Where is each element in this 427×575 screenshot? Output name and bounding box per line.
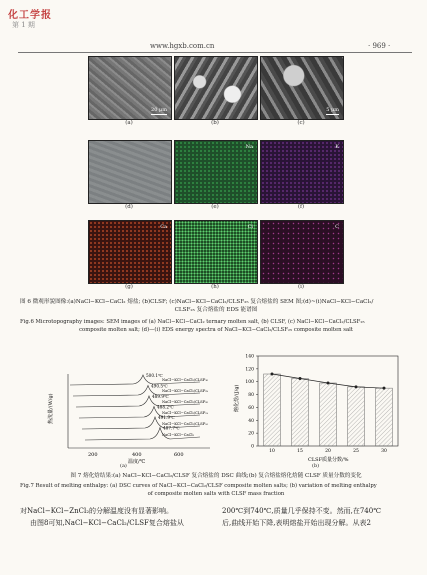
dsc-chart bbox=[40, 344, 215, 466]
header-rule bbox=[18, 52, 412, 53]
series-label: NaCl−KCl−CaCl₂ bbox=[162, 433, 194, 437]
chart-a-label: (a) bbox=[120, 463, 127, 469]
peak-temp-label: 487.7℃ bbox=[163, 425, 180, 431]
fig6-caption-en-1: Fig.6 Microtopography images: SEM images of (a) NaCl−KCl−CaCl₂ ternary molten salt, (b) CLSF, (c) NaCl−KCl−CaCl₂/CLSF₂₅ bbox=[20, 319, 365, 325]
enthalpy-bar bbox=[264, 374, 281, 446]
y-tick-label: 100 bbox=[245, 380, 254, 386]
x-tick-label: 15 bbox=[297, 449, 303, 454]
panel-label-i: (i) bbox=[297, 284, 305, 290]
enthalpy-point bbox=[299, 377, 302, 380]
panel-label-b: (b) bbox=[211, 120, 219, 126]
fig7-caption-en-2: of composite molten salts with CLSF mass fraction bbox=[147, 491, 285, 497]
x-tick-label: 25 bbox=[353, 449, 359, 454]
journal-logo: 化工学报 bbox=[8, 10, 52, 21]
eds-panel-f bbox=[260, 140, 344, 204]
peak-temp-label: 490.5℃ bbox=[151, 383, 168, 389]
body-left-1: 对NaCl−KCl−ZnCl₂的分解温度没有显著影响。 bbox=[20, 507, 174, 515]
peak-temp-label: 489.9℃ bbox=[152, 394, 169, 399]
panel-label-g: (g) bbox=[125, 284, 133, 290]
series-label: NaCl−KCl−CaCl₂/CLSF₃₀ bbox=[162, 378, 209, 382]
fig6-caption-cn-2: CLSF₂₅ 复合熔盐的 EDS 能谱图 bbox=[174, 307, 258, 313]
body-right-1: 200℃到740℃,质量几乎保持不变。然而,在740℃ bbox=[222, 507, 382, 515]
body-left-2: 由图8可知,NaCl−KCl−CaCl₂/CLSF复合熔盐从 bbox=[30, 519, 184, 527]
enthalpy-bar bbox=[292, 379, 309, 447]
x-tick-label: 30 bbox=[381, 449, 387, 454]
peak-temp-label: 491.9℃ bbox=[158, 415, 175, 420]
series-label: NaCl−KCl−CaCl₂/CLSF₁₅ bbox=[162, 411, 209, 415]
y-tick-label: 60 bbox=[248, 405, 254, 411]
scale-bar: 20 μm bbox=[151, 107, 167, 113]
fig7-caption-en-1: Fig.7 Result of melting enthalpy: (a) DSC curves of NaCl−KCl−CaCl₂/CLSF composite molten salts; (b) variation of melting enthalpy bbox=[20, 483, 377, 489]
x-tick-label: 600 bbox=[174, 452, 184, 458]
element-tag: C bbox=[335, 224, 339, 230]
x-axis-label: 温度/℃ bbox=[128, 459, 146, 465]
element-tag: Ca bbox=[160, 224, 167, 230]
chart-b-label: (b) bbox=[312, 463, 320, 469]
element-tag: Cl bbox=[247, 224, 253, 230]
peak-temp-label: 500.1℃ bbox=[146, 373, 163, 378]
x-tick-label: 10 bbox=[269, 449, 275, 454]
x-axis-label: CLSF质量分数/% bbox=[308, 457, 349, 463]
sem-panel-a bbox=[88, 56, 172, 120]
panel-label-h: (h) bbox=[211, 284, 219, 290]
y-tick-label: 120 bbox=[245, 367, 254, 373]
sem-panel-c bbox=[260, 56, 344, 120]
element-tag: K bbox=[335, 144, 339, 150]
x-tick-label: 400 bbox=[132, 452, 142, 458]
fig7-caption-cn: 图 7 熔化焓结果:(a) NaCl−KCl−CaCl₂/CLSF 复合熔盐的 DSC 曲线;(b) 复合熔盐熔化焓随 CLSF 质量分数的变化 bbox=[70, 473, 362, 479]
scale-bar: 5 μm bbox=[326, 107, 339, 113]
enthalpy-chart bbox=[228, 350, 408, 464]
eds-panel-g bbox=[88, 220, 172, 284]
eds-panel-e bbox=[174, 140, 258, 204]
panel-label-c: (c) bbox=[297, 120, 305, 126]
eds-panel-d bbox=[88, 140, 172, 204]
panel-label-e: (e) bbox=[211, 204, 219, 210]
issue-label: 第 1 期 bbox=[12, 21, 35, 29]
peak-temp-label: 488.2℃ bbox=[157, 404, 174, 410]
enthalpy-point bbox=[383, 387, 386, 390]
sem-panel-b bbox=[174, 56, 258, 120]
journal-url[interactable]: www.hgxb.com.cn bbox=[150, 42, 215, 50]
x-tick-label: 200 bbox=[88, 452, 98, 458]
enthalpy-bar bbox=[320, 383, 337, 446]
enthalpy-point bbox=[327, 382, 330, 385]
series-label: NaCl−KCl−CaCl₂/CLSF₂₀ bbox=[162, 400, 209, 404]
y-tick-label: 20 bbox=[248, 431, 254, 437]
series-label: NaCl−KCl−CaCl₂/CLSF₁₀ bbox=[162, 422, 209, 426]
enthalpy-bar bbox=[348, 387, 365, 446]
page-number: · 969 · bbox=[368, 42, 391, 50]
enthalpy-point bbox=[271, 373, 274, 376]
element-tag: Na bbox=[245, 144, 253, 150]
panel-label-a: (a) bbox=[125, 120, 133, 126]
y-axis-label: 热流量/(W/g) bbox=[48, 393, 54, 424]
eds-panel-h bbox=[174, 220, 258, 284]
enthalpy-bar bbox=[376, 388, 393, 446]
fig6-caption-en-2: composite molten salt; (d)—(i) EDS energy spectra of NaCl−KCl−CaCl₂/CLSF₂₅ composite molten salt bbox=[79, 327, 353, 333]
panel-label-f: (f) bbox=[297, 204, 305, 210]
panel-label-d: (d) bbox=[125, 204, 133, 210]
body-right-2: 后,曲线开始下降,表明熔盐开始出现分解。从表2 bbox=[222, 519, 371, 527]
y-tick-label: 140 bbox=[245, 354, 254, 360]
y-tick-label: 40 bbox=[248, 418, 254, 424]
y-tick-label: 0 bbox=[251, 444, 254, 450]
y-axis-label: 熔化焓/(J/g) bbox=[234, 384, 240, 412]
fig6-caption-cn-1: 图 6 微观形貌图像:(a)NaCl−KCl−CaCl₂ 熔盐; (b)CLSF; (c)NaCl−KCl−CaCl₂/CLSF₂₅ 复合熔盐的 SEM 图;(d)~(i)NaCl−KCl−CaCl₂/ bbox=[20, 299, 374, 305]
x-tick-label: 20 bbox=[325, 449, 331, 454]
enthalpy-point bbox=[355, 385, 358, 388]
y-tick-label: 80 bbox=[248, 393, 254, 399]
eds-panel-i bbox=[260, 220, 344, 284]
series-label: NaCl−KCl−CaCl₂/CLSF₂₅ bbox=[162, 389, 209, 393]
